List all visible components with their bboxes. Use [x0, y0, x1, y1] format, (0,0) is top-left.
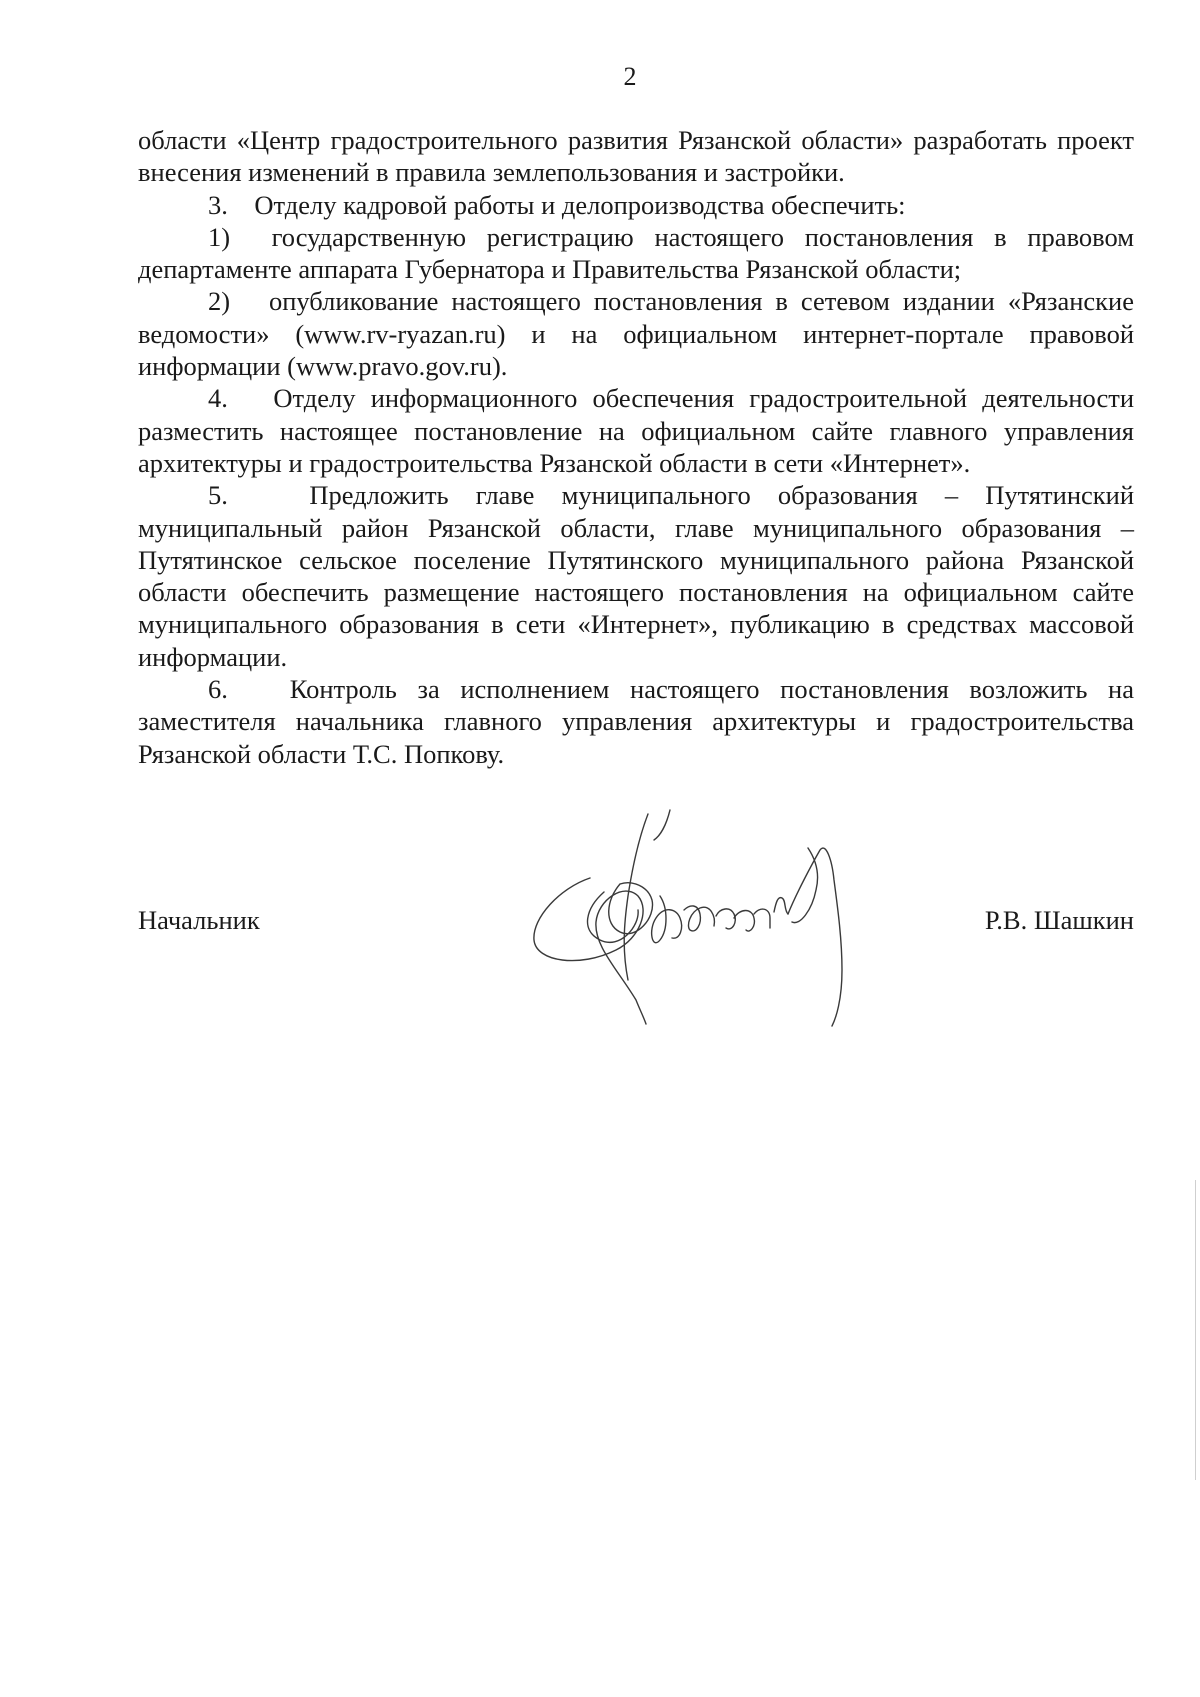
signatory-name: Р.В. Шашкин [984, 905, 1134, 935]
paragraph-item-4: 4. Отделу информационного обеспечения градостроительной деятельности разместить настоящее постановление на официальном сайте главного управления архитектуры и градостроительства Рязанской области в сети «Интернет». [138, 383, 1134, 478]
signatory-title: Начальник [138, 905, 260, 935]
paragraph-continuation: области «Центр градостроительного развития Рязанской области» разработать проект внесения изменений в правила землепользования и застройки. [138, 125, 1134, 188]
handwritten-signature [520, 800, 920, 1030]
paragraph-item-5: 5. Предложить главе муниципального образования – Путятинский муниципальный район Рязанской области, главе муниципального образования – Путятинское сельское поселение Путятинского муниципального района Рязанской области обеспечить размещение настоящего постановления на официальном сайте муниципального образования в сети «Интернет», публикацию в средствах массовой информации. [138, 480, 1134, 672]
paragraph-item-6: 6. Контроль за исполнением настоящего постановления возложить на заместителя начальника главного управления архитектуры и градостроительства Рязанской области Т.С. Попкову. [138, 674, 1134, 769]
paragraph-item-3: 3. Отделу кадровой работы и делопроизводства обеспечить: [208, 189, 906, 220]
paragraph-subitem-2: 2) опубликование настоящего постановления в сетевом издании «Рязанские ведомости» (www.rv-ryazan.ru) и на официальном интернет-портале правовой информации (www.pravo.gov.ru). [138, 286, 1134, 382]
paragraph-subitem-1: 1) государственную регистрацию настоящего постановления в правовом департаменте аппарата Губернатора и Правительства Рязанской области; [138, 221, 1134, 285]
page-number: 2 [623, 62, 637, 91]
scan-edge-mark [1195, 1180, 1196, 1480]
document-body [138, 124, 1134, 770]
